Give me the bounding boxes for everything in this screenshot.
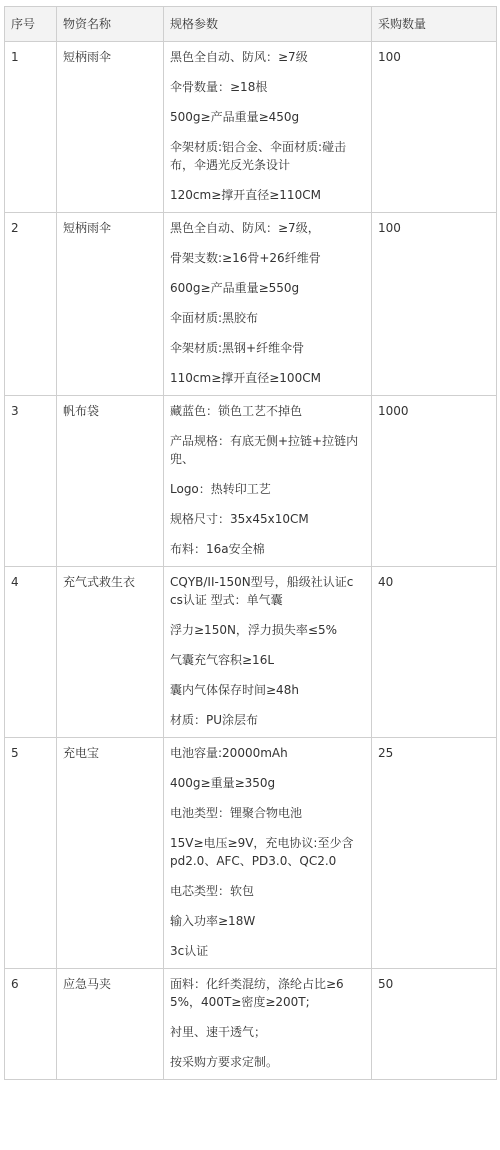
spec-line: 伞架材质:黑钢+纤维伞骨 — [170, 341, 305, 355]
spec-line: 伞架材质:铝合金、伞面材质:碰击布，伞遇光反光条设计 — [170, 140, 347, 172]
table-header — [5, 7, 497, 42]
spec-line: 3c认证 — [170, 944, 209, 958]
table-row — [5, 969, 497, 1080]
cell-specifications — [164, 42, 372, 213]
cell-quantity: 50 — [372, 969, 497, 1080]
spec-line: 输入功率≥18W — [170, 914, 256, 928]
spec-line: 浮力≥150N，浮力损失率≤5% — [170, 623, 338, 637]
spec-line: 规格尺寸：35x45x10CM — [170, 512, 309, 526]
cell-item-name: 短柄雨伞 — [57, 42, 164, 213]
cell-serial-number: 6 — [5, 969, 57, 1080]
table-row — [5, 42, 497, 213]
cell-serial-number: 4 — [5, 567, 57, 738]
header-row — [5, 7, 497, 42]
cell-specifications — [164, 969, 372, 1080]
spec-line: 15V≥电压≥9V，充电协议:至少含pd2.0、AFC、PD3.0、QC2.0 — [170, 836, 354, 868]
cell-serial-number: 2 — [5, 213, 57, 396]
cell-quantity: 25 — [372, 738, 497, 969]
cell-serial-number: 3 — [5, 396, 57, 567]
spec-line: 气囊充气容积≥16L — [170, 653, 275, 667]
spec-line: 120cm≥撑开直径≥110CM — [170, 188, 321, 202]
cell-quantity: 100 — [372, 213, 497, 396]
cell-quantity: 40 — [372, 567, 497, 738]
spec-line: 衬里、速干透气； — [170, 1025, 267, 1039]
table-row — [5, 213, 497, 396]
cell-specifications — [164, 213, 372, 396]
table-row — [5, 396, 497, 567]
table-row — [5, 738, 497, 969]
cell-quantity: 1000 — [372, 396, 497, 567]
cell-serial-number: 1 — [5, 42, 57, 213]
header-quantity: 采购数量 — [372, 7, 497, 42]
procurement-table — [4, 6, 497, 1080]
header-serial-number: 序号 — [5, 7, 57, 42]
spec-line: 布料：16a安全棉 — [170, 542, 265, 556]
cell-item-name: 应急马夹 — [57, 969, 164, 1080]
cell-specifications — [164, 396, 372, 567]
spec-line: 产品规格：有底无侧+拉链+拉链内兜、 — [170, 434, 359, 466]
spec-line: 囊内气体保存时间≥48h — [170, 683, 299, 697]
spec-line: 500g≥产品重量≥450g — [170, 110, 300, 124]
table-body — [5, 42, 497, 1080]
header-item-name: 物资名称 — [57, 7, 164, 42]
spec-line: 黑色全自动、防风：≥7级 — [170, 50, 308, 64]
spec-line: 400g≥重量≥350g — [170, 776, 276, 790]
spec-line: 面料：化纤类混纺，涤纶占比≥65%，400T≥密度≥200T; — [170, 977, 344, 1009]
spec-line: Logo：热转印工艺 — [170, 482, 271, 496]
spec-line: 伞面材质:黑胶布 — [170, 311, 259, 325]
spec-line: 电池类型：锂聚合物电池 — [170, 806, 303, 820]
cell-quantity: 100 — [372, 42, 497, 213]
cell-item-name: 短柄雨伞 — [57, 213, 164, 396]
spec-line: 电池容量:20000mAh — [170, 746, 288, 760]
spec-line: 按采购方要求定制。 — [170, 1055, 279, 1069]
cell-item-name: 充电宝 — [57, 738, 164, 969]
header-specifications: 规格参数 — [164, 7, 372, 42]
spec-line: 110cm≥撑开直径≥100CM — [170, 371, 321, 385]
cell-specifications — [164, 738, 372, 969]
spec-line: 藏蓝色：锁色工艺不掉色 — [170, 404, 303, 418]
table-row — [5, 567, 497, 738]
spec-line: 骨架支数:≥16骨+26纤维骨 — [170, 251, 321, 265]
spec-line: 黑色全自动、防风：≥7级， — [170, 221, 320, 235]
cell-item-name: 充气式救生衣 — [57, 567, 164, 738]
spec-line: CQYB/II-150N型号，船级社认证ccs认证 型式：单气囊 — [170, 575, 354, 607]
cell-item-name: 帆布袋 — [57, 396, 164, 567]
spec-line: 600g≥产品重量≥550g — [170, 281, 300, 295]
cell-specifications — [164, 567, 372, 738]
spec-line: 电芯类型：软包 — [170, 884, 255, 898]
cell-serial-number: 5 — [5, 738, 57, 969]
spec-line: 伞骨数量：≥18根 — [170, 80, 268, 94]
spec-line: 材质：PU涂层布 — [170, 713, 259, 727]
